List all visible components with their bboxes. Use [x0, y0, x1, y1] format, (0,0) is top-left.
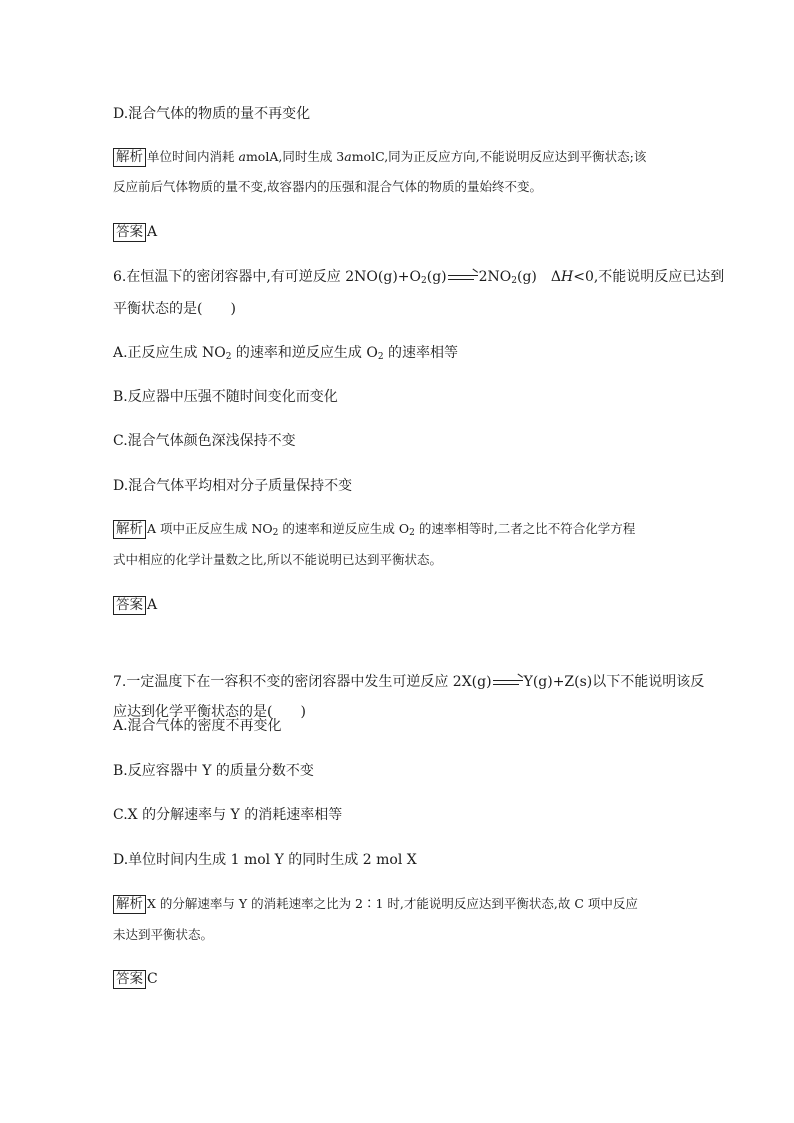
q7-stem-line2: 应达到化学平衡状态的是( ): [113, 704, 306, 720]
q7-option-c: C.X 的分解速率与 Y 的消耗速率相等: [113, 807, 343, 823]
q5-analysis-line2: 反应前后气体物质的量不变,故容器内的压强和混合气体的物质的量始终不变。: [113, 179, 542, 194]
q6-answer: [113, 595, 157, 615]
answer-value: A: [147, 224, 158, 240]
q7-answer: [113, 969, 158, 989]
equilibrium-arrow-icon: [448, 272, 478, 282]
q6-option-c: C.混合气体颜色深浅保持不变: [113, 433, 296, 449]
q7-option-d: D.单位时间内生成 1 mol Y 的同时生成 2 mol X: [113, 852, 417, 868]
q6-analysis-line1: 解析 A 项中正反应生成 $NO_2$ 的速率和逆反应生成 $O_2$ 的速率相等时,二者之比不符合化学方程: [113, 519, 635, 543]
equilibrium-arrow-icon: [493, 677, 523, 687]
q7-option-b: B.反应容器中 Y 的质量分数不变: [113, 763, 314, 779]
q5-analysis-line1: 解析 单位时间内消耗 amolA,同时生成 3amolC,同为正反应方向,不能说明反应达到平衡状态;该: [113, 147, 646, 167]
q6-stem-line1: 6.在恒温下的密闭容器中,有可逆反应 $2NO(g)+O_2(g)$ $2NO_2(g)$ ΔH<0,不能说明反应已达到: [113, 269, 725, 286]
q7-option-a: A.混合气体的密度不再变化: [113, 718, 282, 734]
q5-option-d: D.混合气体的物质的量不再变化: [113, 106, 311, 122]
answer-tag: 答案: [113, 596, 146, 615]
q5-answer: [113, 222, 157, 242]
q6-option-d: D.混合气体平均相对分子质量保持不变: [113, 478, 353, 494]
answer-tag: 答案: [113, 970, 146, 989]
q6-option-b: B.反应器中压强不随时间变化而变化: [113, 389, 338, 405]
analysis-tag: 解析: [113, 895, 146, 914]
q6-analysis-line2: 式中相应的化学计量数之比,所以不能说明已达到平衡状态。: [113, 552, 442, 567]
answer-value: C: [147, 971, 158, 987]
analysis-tag: 解析: [113, 148, 146, 167]
answer-value: A: [147, 597, 158, 613]
analysis-tag: 解析: [113, 520, 146, 539]
q7-stem-line1: 7.一定温度下在一容积不变的密闭容器中发生可逆反应 2X(g) Y(g)+Z(s)以下不能说明该反: [113, 674, 705, 690]
q7-analysis-line2: 未达到平衡状态。: [113, 927, 214, 942]
q6-option-a: A.正反应生成 $NO_2$ 的速率和逆反应生成 $O_2$ 的速率相等: [113, 345, 459, 362]
q7-analysis-line1: 解析 X 的分解速率与 Y 的消耗速率之比为 2∶1 时,才能说明反应达到平衡状态,故 C 项中反应: [113, 894, 638, 914]
q6-stem-line2: 平衡状态的是( ): [113, 301, 236, 317]
answer-tag: 答案: [113, 223, 146, 242]
